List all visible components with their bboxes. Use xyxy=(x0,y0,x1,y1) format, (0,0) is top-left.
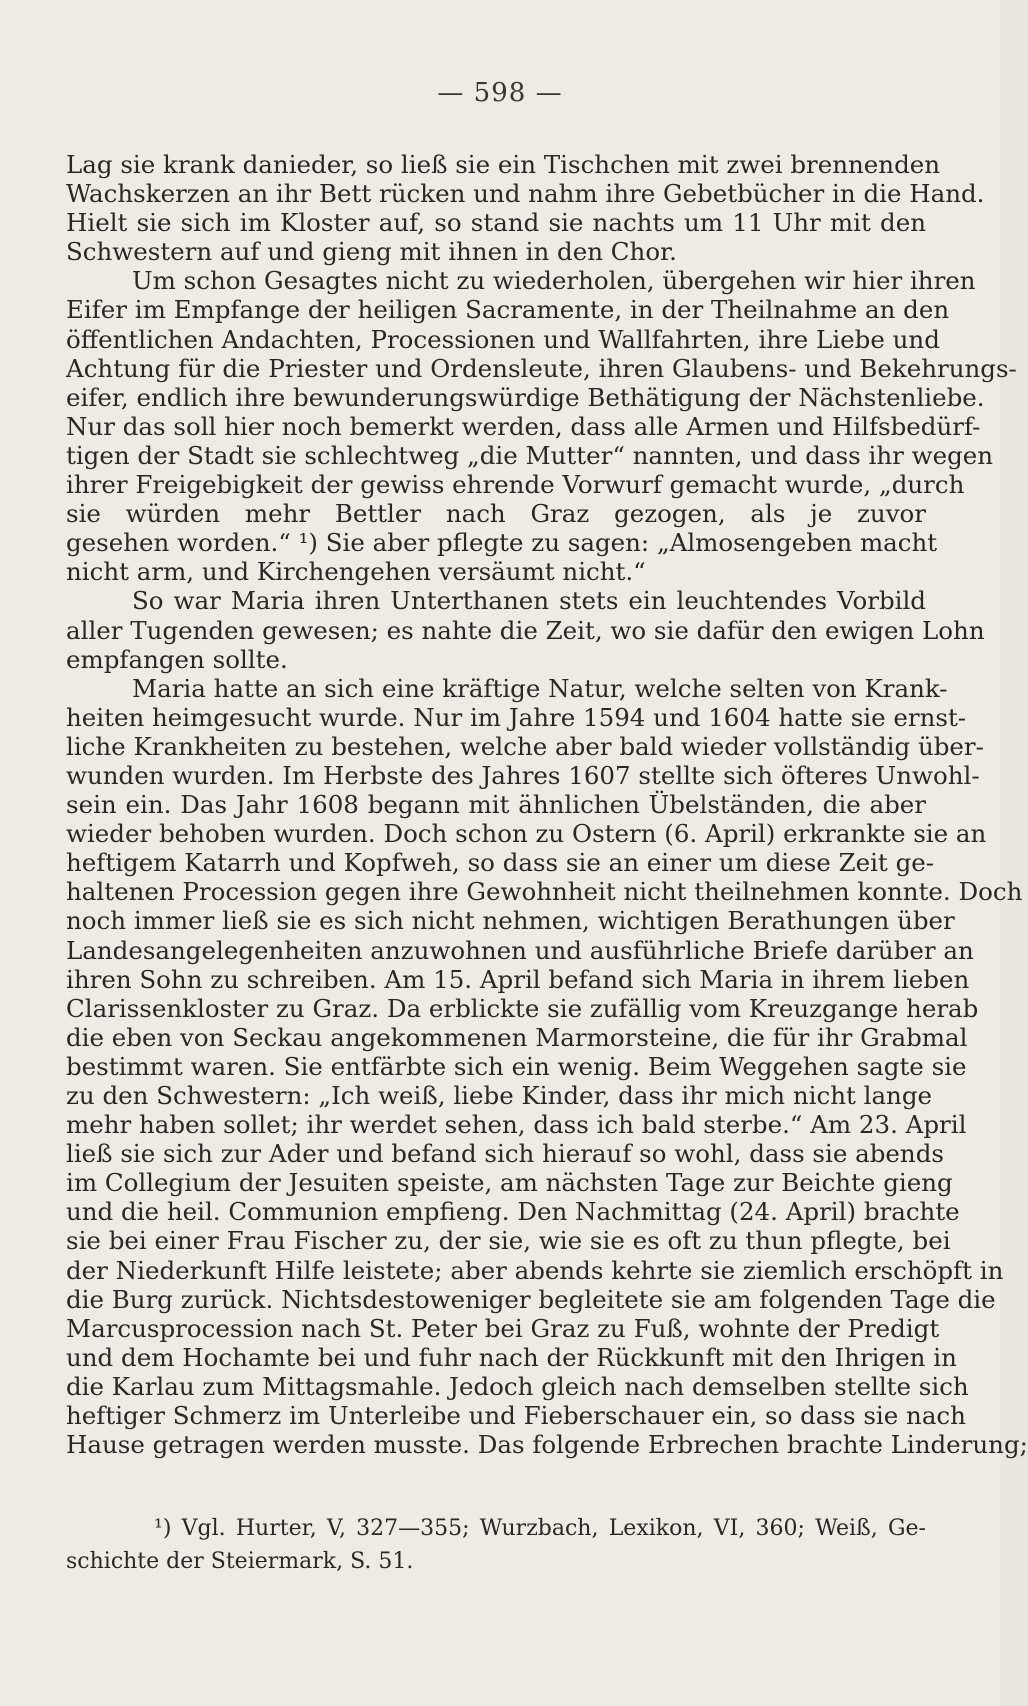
text-line: nicht arm, und Kirchengehen versäumt nicht.“ xyxy=(66,557,646,587)
text-line: Wachskerzen an ihr Bett rücken und nahm ihre Gebetbücher in die Hand. xyxy=(66,179,985,209)
text-line: Nur das soll hier noch bemerkt werden, dass alle Armen und Hilfsbedürf- xyxy=(66,411,981,441)
text-line: ihrer Freigebigkeit der gewiss ehrende Vorwurf gemacht wurde, „durch xyxy=(66,470,965,500)
text-line: sein ein. Das Jahr 1608 begann mit ähnlichen Übelständen, die aber xyxy=(66,790,926,820)
text-line: tigen der Stadt sie schlechtweg „die Mutter“ nannten, und dass ihr wegen xyxy=(66,440,994,470)
text-line: bestimmt waren. Sie entfärbte sich ein wenig. Beim Weggehen sagte sie xyxy=(66,1051,967,1081)
text-line: Hielt sie sich im Kloster auf, so stand sie nachts um 11 Uhr mit den xyxy=(66,208,926,238)
text-line: zu den Schwestern: „Ich weiß, liebe Kinder, dass ihr mich nicht lange xyxy=(66,1081,933,1110)
text-line: Clarissenkloster zu Graz. Da erblickte sie zufällig vom Kreuzgange herab xyxy=(66,993,979,1023)
text-line: Um schon Gesagtes nicht zu wiederholen, übergehen wir hier ihren xyxy=(132,266,976,296)
text-line: die Burg zurück. Nichtsdestoweniger begleitete sie am folgenden Tage die xyxy=(66,1284,996,1314)
text-line: heftiger Schmerz im Unterleibe und Fieberschauer ein, so dass sie nach xyxy=(66,1401,966,1431)
footnote-line: schichte der Steiermark, S. 51. xyxy=(66,1549,414,1574)
text-line: sie bei einer Frau Fischer zu, der sie, wie sie es oft zu thun pflegte, bei xyxy=(66,1226,951,1256)
text-line: im Collegium der Jesuiten speiste, am nächsten Tage zur Beichte gieng xyxy=(66,1168,953,1198)
text-line: So war Maria ihren Unterthanen stets ein leuchtendes Vorbild xyxy=(132,586,926,616)
text-line: noch immer ließ sie es sich nicht nehmen, wichtigen Berathungen über xyxy=(66,906,955,936)
footnotes xyxy=(66,1512,926,1578)
text-line: wieder behoben wurden. Doch schon zu Ostern (6. April) erkrankte sie an xyxy=(66,819,987,849)
text-line: Landesangelegenheiten anzuwohnen und ausführliche Briefe darüber an xyxy=(66,935,974,965)
text-line: Achtung für die Priester und Ordensleute, ihren Glaubens- und Bekehrungs- xyxy=(66,353,1017,383)
text-line: haltenen Procession gegen ihre Gewohnheit nicht theilnehmen konnte. Doch xyxy=(66,877,1023,907)
text-line: die Karlau zum Mittagsmahle. Jedoch gleich nach demselben stellte sich xyxy=(66,1371,969,1401)
text-line: Hause getragen werden musste. Das folgende Erbrechen brachte Linderung; xyxy=(66,1430,1028,1460)
body-text xyxy=(66,150,1028,1460)
text-line: heiten heimgesucht wurde. Nur im Jahre 1594 und 1604 hatte sie ernst- xyxy=(66,702,967,732)
footnote-line: ¹) Vgl. Hurter, V, 327—355; Wurzbach, Lexikon, VI, 360; Weiß, Ge- xyxy=(154,1516,926,1541)
text-line: Maria hatte an sich eine kräftige Natur, welche selten von Krank- xyxy=(132,673,948,703)
text-line: eifer, endlich ihre bewunderungswürdige Bethätigung der Nächstenliebe. xyxy=(66,382,985,412)
text-line: sie würden mehr Bettler nach Graz gezogen, als je zuvor xyxy=(66,499,926,529)
text-line: mehr haben sollet; ihr werdet sehen, dass ich bald sterbe.“ Am 23. April xyxy=(66,1110,967,1140)
text-line: der Niederkunft Hilfe leistete; aber abends kehrte sie ziemlich erschöpft in xyxy=(66,1255,1004,1285)
text-line: öffentlichen Andachten, Processionen und Wallfahrten, ihre Liebe und xyxy=(66,324,940,354)
text-line: ließ sie sich zur Ader und befand sich hierauf so wohl, dass sie abends xyxy=(66,1139,944,1169)
text-line: und dem Hochamte bei und fuhr nach der Rückkunft mit den Ihrigen in xyxy=(66,1342,957,1372)
text-line: Eifer im Empfange der heiligen Sacramente, in der Theilnahme an den xyxy=(66,295,950,325)
text-line: die eben von Seckau angekommenen Marmorsteine, die für ihr Grabmal xyxy=(66,1022,968,1052)
text-line: Marcusprocession nach St. Peter bei Graz zu Fuß, wohnte der Predigt xyxy=(66,1313,940,1343)
text-line: empfangen sollte. xyxy=(66,644,288,674)
text-line: gesehen worden.“ ¹) Sie aber pflegte zu sagen: „Almosengeben macht xyxy=(66,528,938,558)
text-line: heftigem Katarrh und Kopfweh, so dass sie an einer um diese Zeit ge- xyxy=(66,848,935,878)
text-line: ihren Sohn zu schreiben. Am 15. April befand sich Maria in ihrem lieben xyxy=(66,964,970,994)
text-line: wunden wurden. Im Herbste des Jahres 1607 stellte sich öfteres Unwohl- xyxy=(66,760,980,790)
text-line: liche Krankheiten zu bestehen, welche aber bald wieder vollständig über- xyxy=(66,731,984,761)
page-number: — 598 — xyxy=(437,78,563,108)
text-line: und die heil. Communion empfieng. Den Nachmittag (24. April) brachte xyxy=(66,1197,960,1227)
text-line: Lag sie krank danieder, so ließ sie ein Tischchen mit zwei brennenden xyxy=(66,150,941,179)
text-line: Schwestern auf und gieng mit ihnen in den Chor. xyxy=(66,237,677,267)
text-line: aller Tugenden gewesen; es nahte die Zeit, wo sie dafür den ewigen Lohn xyxy=(66,615,985,645)
